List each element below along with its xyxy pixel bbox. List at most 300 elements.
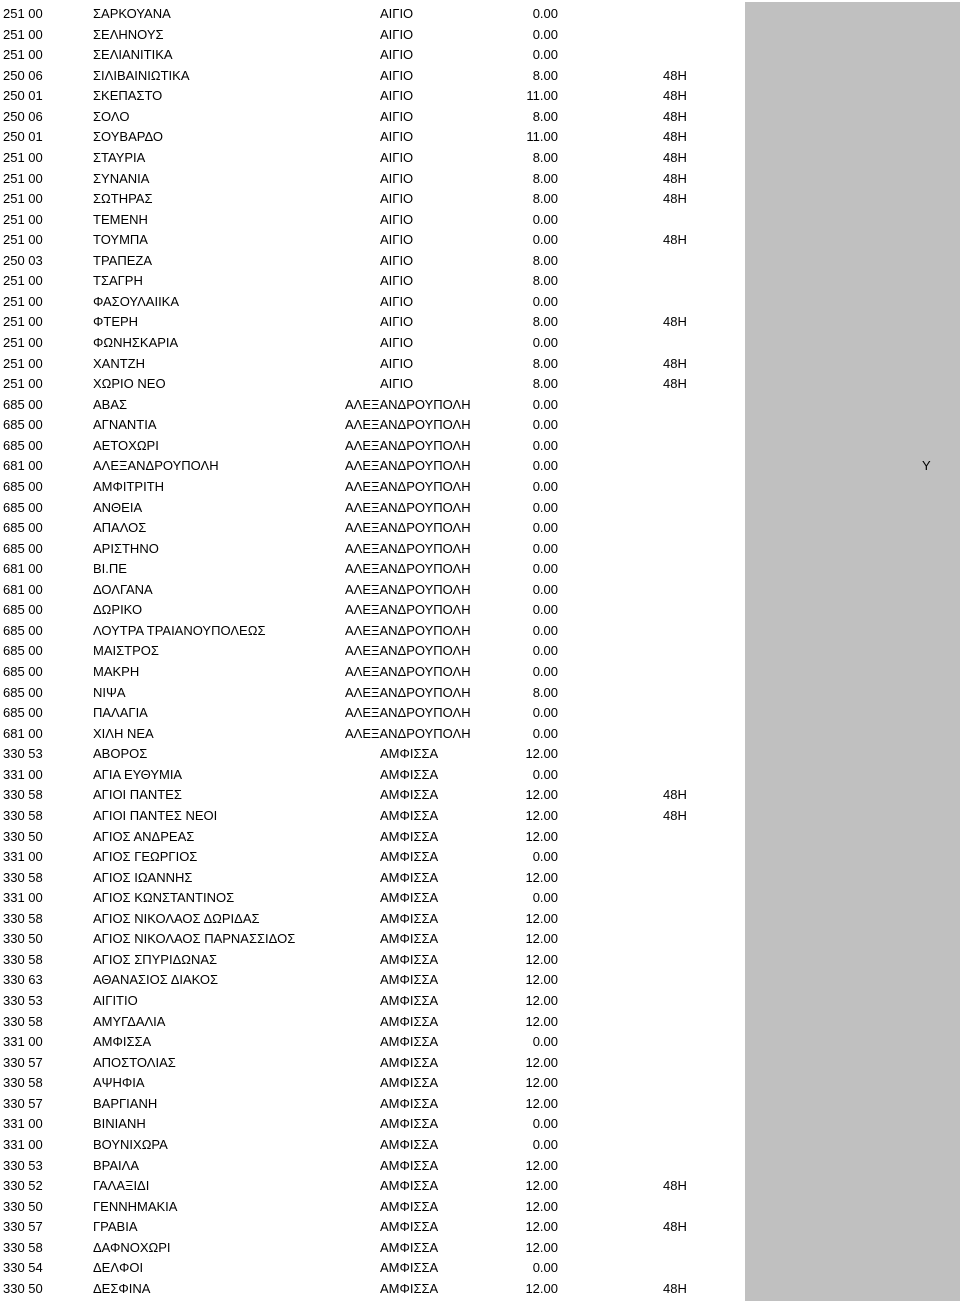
table-row xyxy=(0,950,960,971)
town-cell: ΑΙΓΙΟ xyxy=(380,170,414,186)
price-cell: 12.00 xyxy=(525,1075,558,1091)
table-row xyxy=(0,580,960,601)
place-name-cell: ΦΩΝΗΣΚΑΡΙΑ xyxy=(93,335,179,350)
town-cell: ΑΜΦΙΣΣΑ xyxy=(380,910,439,926)
town-cell: ΑΜΦΙΣΣΑ xyxy=(380,1239,439,1255)
table-row xyxy=(0,1258,960,1279)
town-cell: ΑΜΦΙΣΣΑ xyxy=(380,828,439,844)
table-row xyxy=(0,4,960,25)
town-cell: ΑΛΕΞΑΝΔΡΟΥΠΟΛΗ xyxy=(345,684,471,700)
price-cell: 0.00 xyxy=(532,1116,558,1132)
price-cell: 0.00 xyxy=(532,540,558,556)
price-cell: 0.00 xyxy=(532,396,558,412)
place-name-cell: ΑΒΑΣ xyxy=(93,396,128,412)
price-cell: 12.00 xyxy=(525,1157,558,1173)
postal-code-cell: 330 53 xyxy=(3,1157,43,1173)
postal-code-cell: 330 53 xyxy=(3,993,43,1008)
table-row xyxy=(0,1238,960,1259)
postal-code-cell: 330 57 xyxy=(3,1219,43,1235)
table-row xyxy=(0,189,960,210)
postal-code-cell: 681 00 xyxy=(3,458,43,474)
town-cell: ΑΛΕΞΑΝΔΡΟΥΠΟΛΗ xyxy=(345,540,471,556)
delivery-flag-cell: 48Η xyxy=(663,314,687,330)
table-row xyxy=(0,765,960,786)
table-row xyxy=(0,1156,960,1177)
postal-code-cell: 331 00 xyxy=(3,1116,43,1132)
table-row xyxy=(0,251,960,272)
place-name-cell: ΑΓΙΟΣ ΓΕΩΡΓΙΟΣ xyxy=(93,849,198,865)
price-cell: 0.00 xyxy=(532,437,558,453)
postal-code-cell: 330 58 xyxy=(3,951,43,967)
postal-code-cell: 331 00 xyxy=(3,766,43,782)
postal-code-cell: 331 00 xyxy=(3,1136,43,1152)
town-cell: ΑΙΓΙΟ xyxy=(380,232,414,248)
table-row xyxy=(0,436,960,457)
table-row xyxy=(0,683,960,704)
town-cell: ΑΜΦΙΣΣΑ xyxy=(380,1075,439,1091)
place-name-cell: ΒΙΝΙΑΝΗ xyxy=(93,1116,146,1132)
table-row xyxy=(0,415,960,436)
postal-code-cell: 251 00 xyxy=(3,335,43,350)
table-row xyxy=(0,354,960,375)
postal-code-cell: 681 00 xyxy=(3,561,43,577)
postal-code-cell: 330 50 xyxy=(3,1280,43,1296)
postal-code-cell: 251 00 xyxy=(3,26,43,42)
place-name-cell: ΣΑΡΚΟΥΑΝΑ xyxy=(93,6,171,21)
price-cell: 0.00 xyxy=(532,664,558,679)
price-cell: 11.00 xyxy=(526,129,558,145)
price-cell: 12.00 xyxy=(525,1198,558,1214)
postal-code-cell: 685 00 xyxy=(3,684,43,700)
postal-code-cell: 330 50 xyxy=(3,1198,43,1214)
price-cell: 0.00 xyxy=(532,293,558,309)
town-cell: ΑΙΓΙΟ xyxy=(380,129,414,145)
place-name-cell: ΑΜΦΙΣΣΑ xyxy=(93,1034,152,1050)
town-cell: ΑΙΓΙΟ xyxy=(380,314,414,330)
price-cell: 0.00 xyxy=(532,561,558,577)
postal-code-cell: 251 00 xyxy=(3,191,43,207)
price-cell: 12.00 xyxy=(525,1219,558,1235)
price-cell: 12.00 xyxy=(525,1054,558,1070)
place-name-cell: ΑΠΑΛΟΣ xyxy=(93,520,147,536)
price-cell: 12.00 xyxy=(525,951,558,967)
table-row xyxy=(0,518,960,539)
town-cell: ΑΜΦΙΣΣΑ xyxy=(380,766,439,782)
town-cell: ΑΜΦΙΣΣΑ xyxy=(380,746,439,762)
price-cell: 0.00 xyxy=(532,705,558,721)
price-cell: 0.00 xyxy=(532,478,558,494)
postal-code-cell: 330 58 xyxy=(3,869,43,885)
table-row xyxy=(0,991,960,1012)
town-cell: ΑΜΦΙΣΣΑ xyxy=(380,951,439,967)
table-row xyxy=(0,127,960,148)
delivery-flag-cell: 48Η xyxy=(663,787,687,803)
postal-code-cell: 685 00 xyxy=(3,705,43,721)
place-name-cell: ΑΙΓΙΤΙΟ xyxy=(93,993,138,1008)
town-cell: ΑΛΕΞΑΝΔΡΟΥΠΟΛΗ xyxy=(345,396,471,412)
place-name-cell: ΔΕΛΦΟΙ xyxy=(93,1260,144,1276)
data-table xyxy=(0,4,960,1299)
town-cell: ΑΙΓΙΟ xyxy=(380,47,414,63)
price-cell: 0.00 xyxy=(532,417,558,433)
town-cell: ΑΙΓΙΟ xyxy=(380,6,414,21)
town-cell: ΑΜΦΙΣΣΑ xyxy=(380,807,439,823)
delivery-flag-cell: 48Η xyxy=(663,108,687,124)
price-cell: 8.00 xyxy=(532,67,558,83)
place-name-cell: ΣΩΤΗΡΑΣ xyxy=(93,191,153,207)
place-name-cell: ΜΑΙΣΤΡΟΣ xyxy=(93,643,159,659)
place-name-cell: ΑΓΙΟΣ ΝΙΚΟΛΑΟΣ ΔΩΡΙΔΑΣ xyxy=(93,910,260,926)
price-cell: 12.00 xyxy=(525,931,558,947)
table-row xyxy=(0,312,960,333)
postal-code-cell: 330 58 xyxy=(3,807,43,823)
price-cell: 0.00 xyxy=(532,335,558,350)
price-cell: 0.00 xyxy=(532,499,558,515)
postal-code-cell: 250 03 xyxy=(3,252,43,268)
postal-code-cell: 251 00 xyxy=(3,211,43,227)
postal-code-cell: 330 58 xyxy=(3,910,43,926)
table-row xyxy=(0,498,960,519)
delivery-flag-cell: 48Η xyxy=(663,129,687,145)
town-cell: ΑΙΓΙΟ xyxy=(380,191,414,207)
price-cell: 0.00 xyxy=(532,581,558,597)
delivery-flag-cell: 48Η xyxy=(663,355,687,371)
place-name-cell: ΒΡΑΙΛΑ xyxy=(93,1157,140,1173)
town-cell: ΑΙΓΙΟ xyxy=(380,293,414,309)
postal-code-cell: 251 00 xyxy=(3,355,43,371)
town-cell: ΑΛΕΞΑΝΔΡΟΥΠΟΛΗ xyxy=(345,458,471,474)
table-row xyxy=(0,559,960,580)
price-cell: 12.00 xyxy=(525,787,558,803)
town-cell: ΑΜΦΙΣΣΑ xyxy=(380,1157,439,1173)
town-cell: ΑΙΓΙΟ xyxy=(380,149,414,165)
table-row xyxy=(0,868,960,889)
price-cell: 12.00 xyxy=(525,828,558,844)
place-name-cell: ΑΠΟΣΤΟΛΙΑΣ xyxy=(93,1054,176,1070)
place-name-cell: ΑΓΝΑΝΤΙΑ xyxy=(93,417,157,433)
place-name-cell: ΣΙΛΙΒΑΙΝΙΩΤΙΚΑ xyxy=(93,67,190,83)
table-row xyxy=(0,1279,960,1300)
place-name-cell: ΠΑΛΑΓΙΑ xyxy=(93,705,148,721)
postal-code-cell: 251 00 xyxy=(3,314,43,330)
price-cell: 0.00 xyxy=(532,520,558,536)
price-cell: 0.00 xyxy=(532,849,558,865)
price-cell: 8.00 xyxy=(532,191,558,207)
postal-code-cell: 251 00 xyxy=(3,273,43,289)
price-cell: 0.00 xyxy=(532,725,558,741)
place-name-cell: ΑΕΤΟΧΩΡΙ xyxy=(93,437,159,453)
table-row xyxy=(0,1114,960,1135)
table-row xyxy=(0,86,960,107)
place-name-cell: ΧΑΝΤΖΗ xyxy=(93,355,145,371)
price-cell: 0.00 xyxy=(532,1136,558,1152)
place-name-cell: ΤΕΜΕΝΗ xyxy=(93,211,148,227)
delivery-flag-cell: 48Η xyxy=(663,232,687,248)
price-cell: 0.00 xyxy=(532,47,558,63)
town-cell: ΑΜΦΙΣΣΑ xyxy=(380,1178,439,1194)
town-cell: ΑΜΦΙΣΣΑ xyxy=(380,1013,439,1029)
price-cell: 8.00 xyxy=(532,684,558,700)
postal-code-cell: 250 06 xyxy=(3,108,43,124)
price-cell: 8.00 xyxy=(532,170,558,186)
postal-code-cell: 331 00 xyxy=(3,1034,43,1050)
price-cell: 0.00 xyxy=(532,458,558,474)
table-row xyxy=(0,600,960,621)
postal-code-cell: 685 00 xyxy=(3,622,43,638)
table-row xyxy=(0,169,960,190)
postal-code-cell: 251 00 xyxy=(3,149,43,165)
town-cell: ΑΙΓΙΟ xyxy=(380,252,414,268)
table-row xyxy=(0,1094,960,1115)
delivery-flag-cell: 48Η xyxy=(663,1219,687,1235)
town-cell: ΑΙΓΙΟ xyxy=(380,335,414,350)
delivery-flag-cell: 48Η xyxy=(663,149,687,165)
price-cell: 12.00 xyxy=(525,746,558,762)
delivery-flag-cell: 48Η xyxy=(663,1280,687,1296)
table-row xyxy=(0,703,960,724)
price-cell: 8.00 xyxy=(532,355,558,371)
delivery-flag-cell: 48Η xyxy=(663,807,687,823)
table-row xyxy=(0,477,960,498)
postal-code-cell: 685 00 xyxy=(3,478,43,494)
town-cell: ΑΙΓΙΟ xyxy=(380,88,414,104)
price-cell: 12.00 xyxy=(525,1178,558,1194)
postal-code-cell: 250 01 xyxy=(3,129,43,145)
town-cell: ΑΙΓΙΟ xyxy=(380,67,414,83)
postal-code-cell: 330 58 xyxy=(3,1013,43,1029)
price-cell: 8.00 xyxy=(532,252,558,268)
place-name-cell: ΑΓΙΟΙ ΠΑΝΤΕΣ ΝΕΟΙ xyxy=(93,807,218,823)
place-name-cell: ΝΙΨΑ xyxy=(93,684,126,700)
table-row xyxy=(0,847,960,868)
town-cell: ΑΛΕΞΑΝΔΡΟΥΠΟΛΗ xyxy=(345,437,471,453)
town-cell: ΑΙΓΙΟ xyxy=(380,26,414,42)
place-name-cell: ΣΕΛΙΑΝΙΤΙΚΑ xyxy=(93,47,173,63)
town-cell: ΑΜΦΙΣΣΑ xyxy=(380,1116,439,1132)
place-name-cell: ΣΥΝΑΝΙΑ xyxy=(93,170,150,186)
price-cell: 8.00 xyxy=(532,376,558,392)
postal-code-cell: 685 00 xyxy=(3,520,43,536)
price-cell: 0.00 xyxy=(532,890,558,906)
table-row xyxy=(0,210,960,231)
postal-code-cell: 330 63 xyxy=(3,972,43,988)
town-cell: ΑΜΦΙΣΣΑ xyxy=(380,849,439,865)
place-name-cell: ΑΓΙΟΣ ΙΩΑΝΝΗΣ xyxy=(93,869,193,885)
town-cell: ΑΜΦΙΣΣΑ xyxy=(380,1095,439,1111)
town-cell: ΑΜΦΙΣΣΑ xyxy=(380,1136,439,1152)
place-name-cell: ΓΡΑΒΙΑ xyxy=(93,1219,138,1235)
town-cell: ΑΜΦΙΣΣΑ xyxy=(380,1260,439,1276)
price-cell: 12.00 xyxy=(525,1095,558,1111)
postal-code-cell: 251 00 xyxy=(3,232,43,248)
table-row xyxy=(0,744,960,765)
place-name-cell: ΓΑΛΑΞΙΔΙ xyxy=(93,1178,150,1194)
price-cell: 12.00 xyxy=(525,1239,558,1255)
delivery-flag-cell: 48Η xyxy=(663,170,687,186)
table-row xyxy=(0,230,960,251)
postal-code-cell: 330 53 xyxy=(3,746,43,762)
table-row xyxy=(0,1197,960,1218)
town-cell: ΑΛΕΞΑΝΔΡΟΥΠΟΛΗ xyxy=(345,581,471,597)
table-row xyxy=(0,662,960,683)
postal-code-cell: 685 00 xyxy=(3,417,43,433)
place-name-cell: ΤΡΑΠΕΖΑ xyxy=(93,252,152,268)
town-cell: ΑΜΦΙΣΣΑ xyxy=(380,1034,439,1050)
table-row xyxy=(0,107,960,128)
price-cell: 0.00 xyxy=(532,6,558,21)
price-cell: 0.00 xyxy=(532,1260,558,1276)
town-cell: ΑΙΓΙΟ xyxy=(380,211,414,227)
table-row xyxy=(0,1073,960,1094)
place-name-cell: ΔΑΦΝΟΧΩΡΙ xyxy=(93,1239,171,1255)
place-name-cell: ΔΟΛΓΑΝΑ xyxy=(93,581,153,597)
town-cell: ΑΜΦΙΣΣΑ xyxy=(380,931,439,947)
postal-code-cell: 330 57 xyxy=(3,1095,43,1111)
table-row xyxy=(0,724,960,745)
postal-code-cell: 250 06 xyxy=(3,67,43,83)
place-name-cell: ΒΑΡΓΙΑΝΗ xyxy=(93,1095,158,1111)
town-cell: ΑΙΓΙΟ xyxy=(380,376,414,392)
town-cell: ΑΜΦΙΣΣΑ xyxy=(380,972,439,988)
delivery-flag-cell: 48Η xyxy=(663,67,687,83)
place-name-cell: ΑΡΙΣΤΗΝΟ xyxy=(93,540,159,556)
price-cell: 0.00 xyxy=(532,232,558,248)
price-cell: 0.00 xyxy=(532,602,558,618)
price-cell: 0.00 xyxy=(532,1034,558,1050)
table-row xyxy=(0,271,960,292)
place-name-cell: ΣΚΕΠΑΣΤΟ xyxy=(93,88,163,104)
postal-code-cell: 685 00 xyxy=(3,396,43,412)
price-cell: 8.00 xyxy=(532,149,558,165)
town-cell: ΑΛΕΞΑΝΔΡΟΥΠΟΛΗ xyxy=(345,664,471,679)
postal-code-cell: 330 50 xyxy=(3,828,43,844)
price-cell: 12.00 xyxy=(525,869,558,885)
postal-code-cell: 330 58 xyxy=(3,787,43,803)
place-name-cell: ΑΜΦΙΤΡΙΤΗ xyxy=(93,478,165,494)
price-cell: 12.00 xyxy=(525,972,558,988)
place-name-cell: ΑΓΙΟΣ ΑΝΔΡΕΑΣ xyxy=(93,828,195,844)
postal-code-cell: 685 00 xyxy=(3,437,43,453)
town-cell: ΑΜΦΙΣΣΑ xyxy=(380,890,439,906)
place-name-cell: ΑΓΙΟΣ ΚΩΝΣΤΑΝΤΙΝΟΣ xyxy=(93,890,235,906)
place-name-cell: ΤΟΥΜΠΑ xyxy=(93,232,148,248)
price-cell: 8.00 xyxy=(532,108,558,124)
postal-code-cell: 250 01 xyxy=(3,88,43,104)
postal-code-cell: 331 00 xyxy=(3,890,43,906)
postal-code-cell: 251 00 xyxy=(3,6,43,21)
postal-code-cell: 251 00 xyxy=(3,376,43,392)
town-cell: ΑΛΕΞΑΝΔΡΟΥΠΟΛΗ xyxy=(345,643,471,659)
postal-code-cell: 330 52 xyxy=(3,1178,43,1194)
table-row xyxy=(0,1217,960,1238)
table-row xyxy=(0,539,960,560)
place-name-cell: ΜΑΚΡΗ xyxy=(93,664,140,679)
place-name-cell: ΑΓΙΟΣ ΣΠΥΡΙΔΩΝΑΣ xyxy=(93,951,218,967)
table-row xyxy=(0,806,960,827)
postal-code-cell: 685 00 xyxy=(3,499,43,515)
place-name-cell: ΛΟΥΤΡΑ ΤΡΑΙΑΝΟΥΠΟΛΕΩΣ xyxy=(93,622,266,638)
price-cell: 12.00 xyxy=(525,910,558,926)
place-name-cell: ΑΓΙΟΣ ΝΙΚΟΛΑΟΣ ΠΑΡΝΑΣΣΙΔΟΣ xyxy=(93,931,296,947)
postal-code-cell: 685 00 xyxy=(3,664,43,679)
table-row xyxy=(0,395,960,416)
table-row xyxy=(0,456,960,477)
place-name-cell: ΣΟΛΟ xyxy=(93,108,130,124)
postal-code-cell: 330 57 xyxy=(3,1054,43,1070)
price-cell: 0.00 xyxy=(532,643,558,659)
place-name-cell: ΣΤΑΥΡΙΑ xyxy=(93,149,146,165)
delivery-flag-cell: 48Η xyxy=(663,191,687,207)
price-cell: 12.00 xyxy=(525,807,558,823)
table-row xyxy=(0,1053,960,1074)
price-cell: 12.00 xyxy=(525,993,558,1008)
town-cell: ΑΛΕΞΑΝΔΡΟΥΠΟΛΗ xyxy=(345,478,471,494)
place-name-cell: ΔΩΡΙΚΟ xyxy=(93,602,143,618)
place-name-cell: ΑΝΘΕΙΑ xyxy=(93,499,143,515)
postal-code-cell: 251 00 xyxy=(3,170,43,186)
delivery-flag-cell: 48Η xyxy=(663,1178,687,1194)
table-row xyxy=(0,66,960,87)
table-row xyxy=(0,1135,960,1156)
place-name-cell: ΑΓΙΑ ΕΥΘΥΜΙΑ xyxy=(93,766,183,782)
town-cell: ΑΛΕΞΑΝΔΡΟΥΠΟΛΗ xyxy=(345,417,471,433)
place-name-cell: ΒΟΥΝΙΧΩΡΑ xyxy=(93,1136,168,1152)
price-cell: 0.00 xyxy=(532,766,558,782)
town-cell: ΑΜΦΙΣΣΑ xyxy=(380,1054,439,1070)
table-row xyxy=(0,785,960,806)
town-cell: ΑΙΓΙΟ xyxy=(380,108,414,124)
place-name-cell: ΑΒΟΡΟΣ xyxy=(93,746,148,762)
place-name-cell: ΔΕΣΦΙΝΑ xyxy=(93,1280,151,1296)
table-row xyxy=(0,970,960,991)
table-row xyxy=(0,333,960,354)
table-row xyxy=(0,641,960,662)
table-row xyxy=(0,292,960,313)
postal-code-cell: 685 00 xyxy=(3,602,43,618)
table-row xyxy=(0,25,960,46)
town-cell: ΑΛΕΞΑΝΔΡΟΥΠΟΛΗ xyxy=(345,725,471,741)
place-name-cell: ΤΣΑΓΡΗ xyxy=(93,273,143,289)
extra-mark-cell: Y xyxy=(922,458,931,474)
table-row xyxy=(0,148,960,169)
town-cell: ΑΜΦΙΣΣΑ xyxy=(380,1198,439,1214)
town-cell: ΑΛΕΞΑΝΔΡΟΥΠΟΛΗ xyxy=(345,499,471,515)
place-name-cell: ΑΨΗΦΙΑ xyxy=(93,1075,145,1091)
table-row xyxy=(0,909,960,930)
price-cell: 8.00 xyxy=(532,273,558,289)
place-name-cell: ΑΜΥΓΔΑΛΙΑ xyxy=(93,1013,166,1029)
place-name-cell: ΧΩΡΙΟ ΝΕΟ xyxy=(93,376,166,392)
table-row xyxy=(0,621,960,642)
town-cell: ΑΛΕΞΑΝΔΡΟΥΠΟΛΗ xyxy=(345,705,471,721)
postal-code-cell: 251 00 xyxy=(3,293,43,309)
table-row xyxy=(0,1012,960,1033)
price-cell: 12.00 xyxy=(525,1013,558,1029)
postal-code-cell: 330 50 xyxy=(3,931,43,947)
table-row xyxy=(0,888,960,909)
town-cell: ΑΛΕΞΑΝΔΡΟΥΠΟΛΗ xyxy=(345,561,471,577)
town-cell: ΑΜΦΙΣΣΑ xyxy=(380,869,439,885)
postal-code-cell: 685 00 xyxy=(3,643,43,659)
place-name-cell: ΦΤΕΡΗ xyxy=(93,314,139,330)
place-name-cell: ΒΙ.ΠΕ xyxy=(93,561,127,577)
delivery-flag-cell: 48Η xyxy=(663,376,687,392)
place-name-cell: ΣΕΛΗΝΟΥΣ xyxy=(93,26,164,42)
price-cell: 0.00 xyxy=(532,26,558,42)
table-row xyxy=(0,1032,960,1053)
town-cell: ΑΜΦΙΣΣΑ xyxy=(380,1280,439,1296)
postal-code-cell: 681 00 xyxy=(3,725,43,741)
